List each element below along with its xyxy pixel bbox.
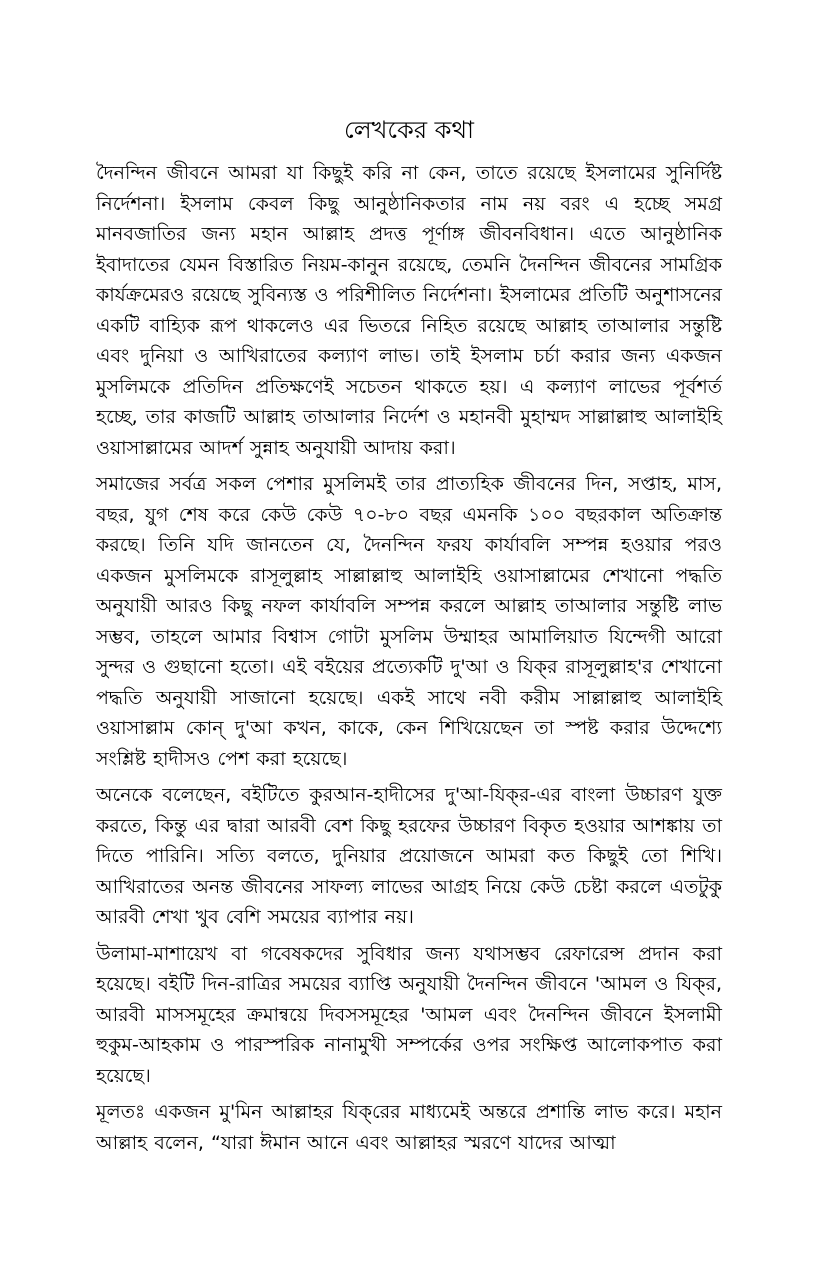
page-title: লেখকের কথা: [344, 116, 474, 144]
paragraph-3: অনেকে বলেছেন, বইটিতে কুরআন-হাদীসের দু'আ-যিক্‌র-এর বাংলা উচ্চারণ যুক্ত করতে, কিন্তু এর দ্বারা আরবী বেশ কিছু হরফের উচ্চারণ বিকৃত হওয়ার আশঙ্কায় তা দিতে পারিনি। সত্যি বলতে, দুনিয়ার প্রয়োজনে আমরা কত কিছুই তো শিখি। আখিরাতের অনন্ত জীবনের সাফল্য লাভের আগ্রহ নিয়ে কেউ চেষ্টা করলে এতটুকু আরবী শেখা খুব বেশি সময়ের ব্যাপার নয়।: [96, 784, 722, 928]
paragraph-2: সমাজের সর্বত্র সকল পেশার মুসলিমই তার প্রাত্যহিক জীবনের দিন, সপ্তাহ, মাস, বছর, যুগ শেষ করে কেউ কেউ ৭০-৮০ বছর এমনকি ১০০ বছরকাল অতিক্রান্ত করছে। তিনি যদি জানতেন যে, দৈনন্দিন ফরয কার্যাবলি সম্পন্ন হওয়ার পরও একজন মুসলিমকে রাসূলুল্লাহ সাল্লাল্লাহু আলাইহি ওয়াসাল্লামের শেখানো পদ্ধতি অনুযায়ী আরও কিছু নফল কার্যাবলি সম্পন্ন করলে আল্লাহ তাআলার সন্তুষ্টি লাভ সম্ভব, তাহলে আমার বিশ্বাস গোটা মুসলিম উম্মাহর আমালিয়াত যিন্দেগী আরো সুন্দর ও গুছানো হতো। এই বইয়ের প্রত্যেকটি দু'আ ও যিক্‌র রাসূলুল্লাহ'র শেখানো পদ্ধতি অনুযায়ী সাজানো হয়েছে। একই সাথে নবী করীম সাল্লাল্লাহু আলাইহি ওয়াসাল্লাম কোন্ দু'আ কখন, কাকে, কেন শিখিয়েছেন তা স্পষ্ট করার উদ্দেশ্যে সংশ্লিষ্ট হাদীসও পেশ করা হয়েছে।: [96, 473, 722, 770]
paragraph-5: মূলতঃ একজন মু'মিন আল্লাহর যিক্‌রের মাধ্যমেই অন্তরে প্রশান্তি লাভ করে। মহান আল্লাহ বলেন, “যারা ঈমান আনে এবং আল্লাহর স্মরণে যাদের আত্মা: [96, 1101, 722, 1154]
paragraph-1: দৈনন্দিন জীবনে আমরা যা কিছুই করি না কেন, তাতে রয়েছে ইসলামের সুনির্দিষ্ট নির্দেশনা। ইসলাম কেবল কিছু আনুষ্ঠানিকতার নাম নয় বরং এ হচ্ছে সমগ্র মানবজাতির জন্য মহান আল্লাহ প্রদত্ত পূর্ণাঙ্গ জীবনবিধান। এতে আনুষ্ঠানিক ইবাদাতের যেমন বিস্তারিত নিয়ম-কানুন রয়েছে, তেমনি দৈনন্দিন জীবনের সামগ্রিক কার্যক্রমেরও রয়েছে সুবিন্যস্ত ও পরিশীলিত নির্দেশনা। ইসলামের প্রতিটি অনুশাসনের একটি বাহ্যিক রূপ থাকলেও এর ভিতরে নিহিত রয়েছে আল্লাহ তাআলার সন্তুষ্টি এবং দুনিয়া ও আখিরাতের কল্যাণ লাভ। তাই ইসলাম চর্চা করার জন্য একজন মুসলিমকে প্রতিদিন প্রতিক্ষণেই সচেতন থাকতে হয়। এ কল্যাণ লাভের পূর্বশর্ত হচ্ছে, তার কাজটি আল্লাহ তাআলার নির্দেশ ও মহানবী মুহাম্মদ সাল্লাল্লাহু আলাইহি ওয়াসাল্লামের আদর্শ সুন্নাহ অনুযায়ী আদায় করা।: [96, 162, 722, 459]
document-page: [96, 112, 722, 1164]
paragraph-4: উলামা-মাশায়েখ বা গবেষকদের সুবিধার জন্য যথাসম্ভব রেফারেন্স প্রদান করা হয়েছে। বইটি দিন-রাত্রির সময়ের ব্যাপ্তি অনুযায়ী দৈনন্দিন জীবনে 'আমল ও যিক্‌র, আরবী মাসসমূহের ক্রমান্বয়ে দিবসসমূহের 'আমল এবং দৈনন্দিন জীবনে ইসলামী হুকুম-আহকাম ও পারস্পরিক নানামুখী সম্পর্কের ওপর সংক্ষিপ্ত আলোকপাত করা হয়েছে।: [96, 942, 722, 1087]
